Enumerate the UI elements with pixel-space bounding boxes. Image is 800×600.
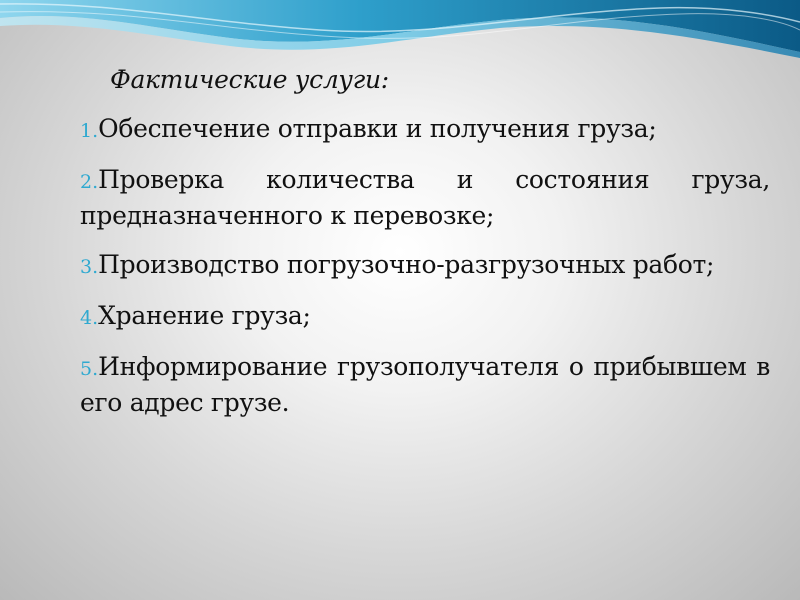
list-item-text: Проверка количества и состояния груза, предназначенного к перевозке; (80, 165, 770, 230)
list-item (80, 163, 770, 233)
list-item-text: Производство погрузочно-разгрузочных работ; (98, 250, 715, 279)
list-item (80, 248, 770, 284)
slide-heading: Фактические услуги: (110, 65, 389, 94)
list-item (80, 350, 770, 420)
list-item-number: 3. (80, 256, 99, 278)
list-item-number: 2. (80, 171, 99, 193)
list-item-text: Обеспечение отправки и получения груза; (98, 114, 657, 143)
list-item-number: 1. (80, 120, 99, 142)
list-item-text: Информирование грузополучателя о прибывшем в его адрес грузе. (80, 352, 770, 417)
slide-content (80, 62, 770, 435)
list-item-text: Хранение груза; (98, 301, 311, 330)
list-item (80, 299, 770, 335)
header-wave-decoration (0, 0, 800, 70)
list-item-number: 5. (80, 358, 99, 380)
list-item (80, 112, 770, 148)
list-item-number: 4. (80, 307, 99, 329)
services-list (80, 112, 770, 420)
